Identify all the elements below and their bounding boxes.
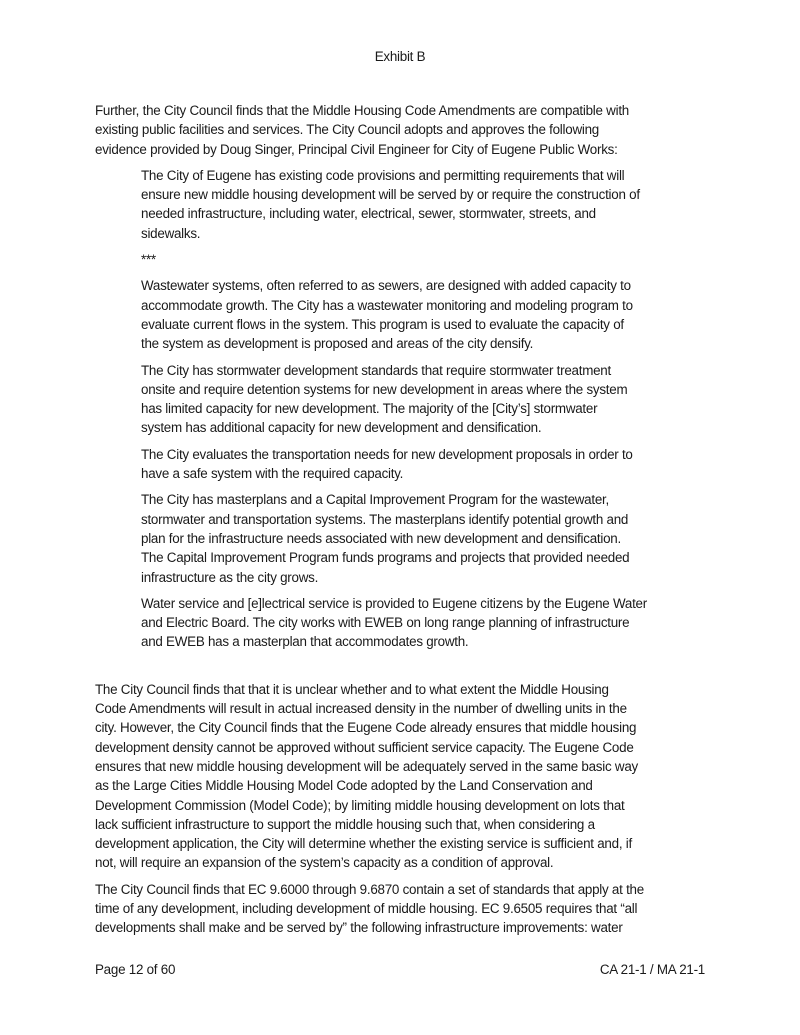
text-line: as the Large Cities Middle Housing Model Code adopted by the Land Conservation and xyxy=(95,778,593,794)
text-line: plan for the infrastructure needs associated with new development and densification. xyxy=(141,530,621,546)
text-line: needed infrastructure, including water, electrical, sewer, stormwater, streets, and xyxy=(141,206,596,222)
text-line: infrastructure as the city grows. xyxy=(141,569,319,585)
text-line: have a safe system with the required capacity. xyxy=(141,466,404,482)
text-line: The City evaluates the transportation needs for new development proposals in order to xyxy=(141,446,633,462)
text-line: evidence provided by Doug Singer, Principal Civil Engineer for City of Eugene Public Works: xyxy=(95,141,618,157)
text-line: *** xyxy=(141,252,156,268)
text-line: accommodate growth. The City has a wastewater monitoring and modeling program to xyxy=(141,297,633,313)
paragraph-council-density xyxy=(95,680,735,873)
text-line: Wastewater systems, often referred to as sewers, are designed with added capacity to xyxy=(141,278,631,294)
text-line: The City Council finds that EC 9.6000 through 9.6870 contain a set of standards that apply at the xyxy=(95,881,644,897)
text-line: The Capital Improvement Program funds programs and projects that provided needed xyxy=(141,550,630,566)
text-line: The City has masterplans and a Capital Improvement Program for the wastewater, xyxy=(141,492,609,508)
page-header: Exhibit B xyxy=(374,49,426,64)
paragraph-intro xyxy=(95,101,735,159)
text-line: evaluate current flows in the system. This program is used to evaluate the capacity of xyxy=(141,316,624,332)
text-line: existing public facilities and services. The City Council adopts and approves the following xyxy=(95,122,599,138)
paragraph-council-ec-standards xyxy=(95,880,735,938)
quote-wastewater xyxy=(141,276,735,353)
text-line: The City has stormwater development standards that require stormwater treatment xyxy=(141,362,611,378)
text-line: city. However, the City Council finds that the Eugene Code already ensures that middle housing xyxy=(95,720,637,736)
text-line: The City Council finds that that it is unclear whether and to what extent the Middle Housing xyxy=(95,681,609,697)
page-body xyxy=(95,101,735,945)
text-line: developments shall make and be served by” the following infrastructure improvements: water xyxy=(95,920,623,936)
text-line: and Electric Board. The city works with EWEB on long range planning of infrastructure xyxy=(141,615,630,631)
text-line: Code Amendments will result in actual increased density in the number of dwelling units in the xyxy=(95,701,627,717)
text-line: sidewalks. xyxy=(141,225,201,241)
text-line: ensure new middle housing development will be served by or require the construction of xyxy=(141,187,640,203)
case-number: CA 21-1 / MA 21-1 xyxy=(599,962,705,977)
text-line: Further, the City Council finds that the Middle Housing Code Amendments are compatible with xyxy=(95,103,629,118)
quote-code-provisions xyxy=(141,166,735,243)
quote-stormwater xyxy=(141,361,735,438)
text-line: development density cannot be approved without sufficient service capacity. The Eugene Code xyxy=(95,739,634,755)
text-line: the system as development is proposed and areas of the city densify. xyxy=(141,336,534,352)
text-line: Development Commission (Model Code); by limiting middle housing development on lots that xyxy=(95,797,625,813)
text-line: system has additional capacity for new development and densification. xyxy=(141,420,542,436)
text-line: stormwater and transportation systems. The masterplans identify potential growth and xyxy=(141,511,629,527)
text-line: development application, the City will determine whether the existing service is sufficient and, if xyxy=(95,836,632,852)
text-line: onsite and require detention systems for new development in areas where the system xyxy=(141,381,628,397)
page-number: Page 12 of 60 xyxy=(95,962,176,977)
text-line: lack sufficient infrastructure to support the middle housing such that, when considering a xyxy=(95,816,595,832)
text-line: not, will require an expansion of the system’s capacity as a condition of approval. xyxy=(95,855,554,871)
quote-separator xyxy=(141,250,735,269)
text-line: time of any development, including development of middle housing. EC 9.6505 requires that “all xyxy=(95,900,638,916)
quote-water-electric xyxy=(141,594,735,652)
text-line: Water service and [e]lectrical service is provided to Eugene citizens by the Eugene Water xyxy=(141,595,647,611)
text-line: and EWEB has a masterplan that accommodates growth. xyxy=(141,634,469,650)
quote-masterplans xyxy=(141,490,735,586)
text-line: has limited capacity for new development. The majority of the [City’s] stormwater xyxy=(141,401,598,417)
text-line: The City of Eugene has existing code provisions and permitting requirements that will xyxy=(141,167,625,183)
text-line: ensures that new middle housing development will be adequately served in the same basic way xyxy=(95,758,638,774)
quote-transportation xyxy=(141,445,735,484)
